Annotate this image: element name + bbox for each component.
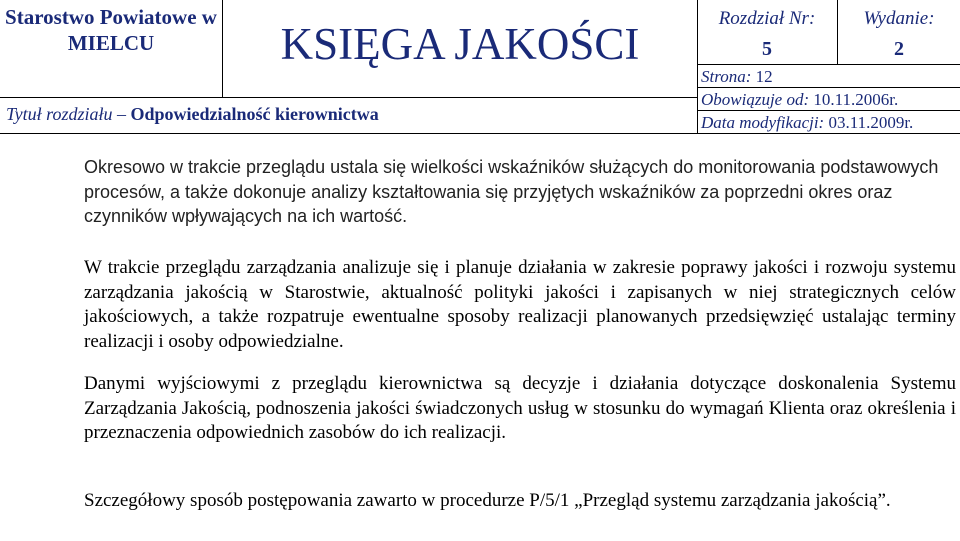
header-bottom-border (0, 133, 960, 134)
header-divider (697, 110, 960, 111)
page-number-value: 12 (755, 67, 773, 86)
modified-date (701, 113, 913, 133)
organization-name: Starostwo Powiatowe w MIELCU (5, 5, 217, 55)
effective-date-label: Obowiązuje od: (701, 90, 810, 109)
chapter-title-label: Tytuł rozdziału – (6, 104, 127, 124)
header-divider (0, 97, 697, 98)
header-divider (697, 87, 960, 88)
paragraph-review-analysis: W trakcie przeglądu zarządzania analizuje się i planuje działania w zakresie poprawy jakości i rozwoju systemu zarządzania jakością w Starostwie, aktualność polityki jakości i zapisanych w niej strategicznych celów jakościowych, a także rozpatruje ewentualne sposoby realizacji planowanych przedsięwzięć ustalając terminy realizacji i osoby odpowiedzialne. (84, 257, 956, 352)
chapter-title-value: Odpowiedzialność kierownictwa (130, 104, 379, 124)
effective-date-value: 10.11.2006r. (813, 90, 899, 109)
modified-date-value: 03.11.2009r. (828, 113, 914, 132)
paragraph-monitoring: Okresowo w trakcie przeglądu ustala się wielkości wskaźników służących do monitorowania podstawowych procesów, a także dokonuje analizy kształtowania się przyjętych wskaźników za poprzedni okres oraz czynników wpływających na ich wartość. (84, 157, 939, 227)
page-number-label: Strona: (701, 67, 752, 86)
edition-label: Wydanie: (863, 8, 935, 29)
chapter-number-value: 5 (762, 38, 772, 60)
paragraph-procedure-reference: Szczegółowy sposób postępowania zawarto w procedurze P/5/1 „Przegląd systemu zarządzania jakością”. (84, 490, 891, 511)
paragraph-review-outputs: Danymi wyjściowymi z przeglądu kierownictwa są decyzje i działania dotyczące doskonalenia Systemu Zarządzania Jakością, podnoszenia jakości świadczonych usług w stosunku do wymagań Klienta oraz określenia i przeznaczenia odpowiednich zasobów do ich realizacji. (84, 373, 956, 444)
effective-date (701, 90, 898, 110)
document-header (0, 0, 960, 133)
header-divider (697, 64, 960, 65)
modified-date-label: Data modyfikacji: (701, 113, 825, 132)
book-title: KSIĘGA JAKOŚCI (280, 19, 640, 69)
page-number (701, 67, 773, 87)
edition-value: 2 (894, 38, 904, 60)
chapter-title (6, 102, 696, 126)
chapter-number-label: Rozdział Nr: (718, 8, 816, 29)
